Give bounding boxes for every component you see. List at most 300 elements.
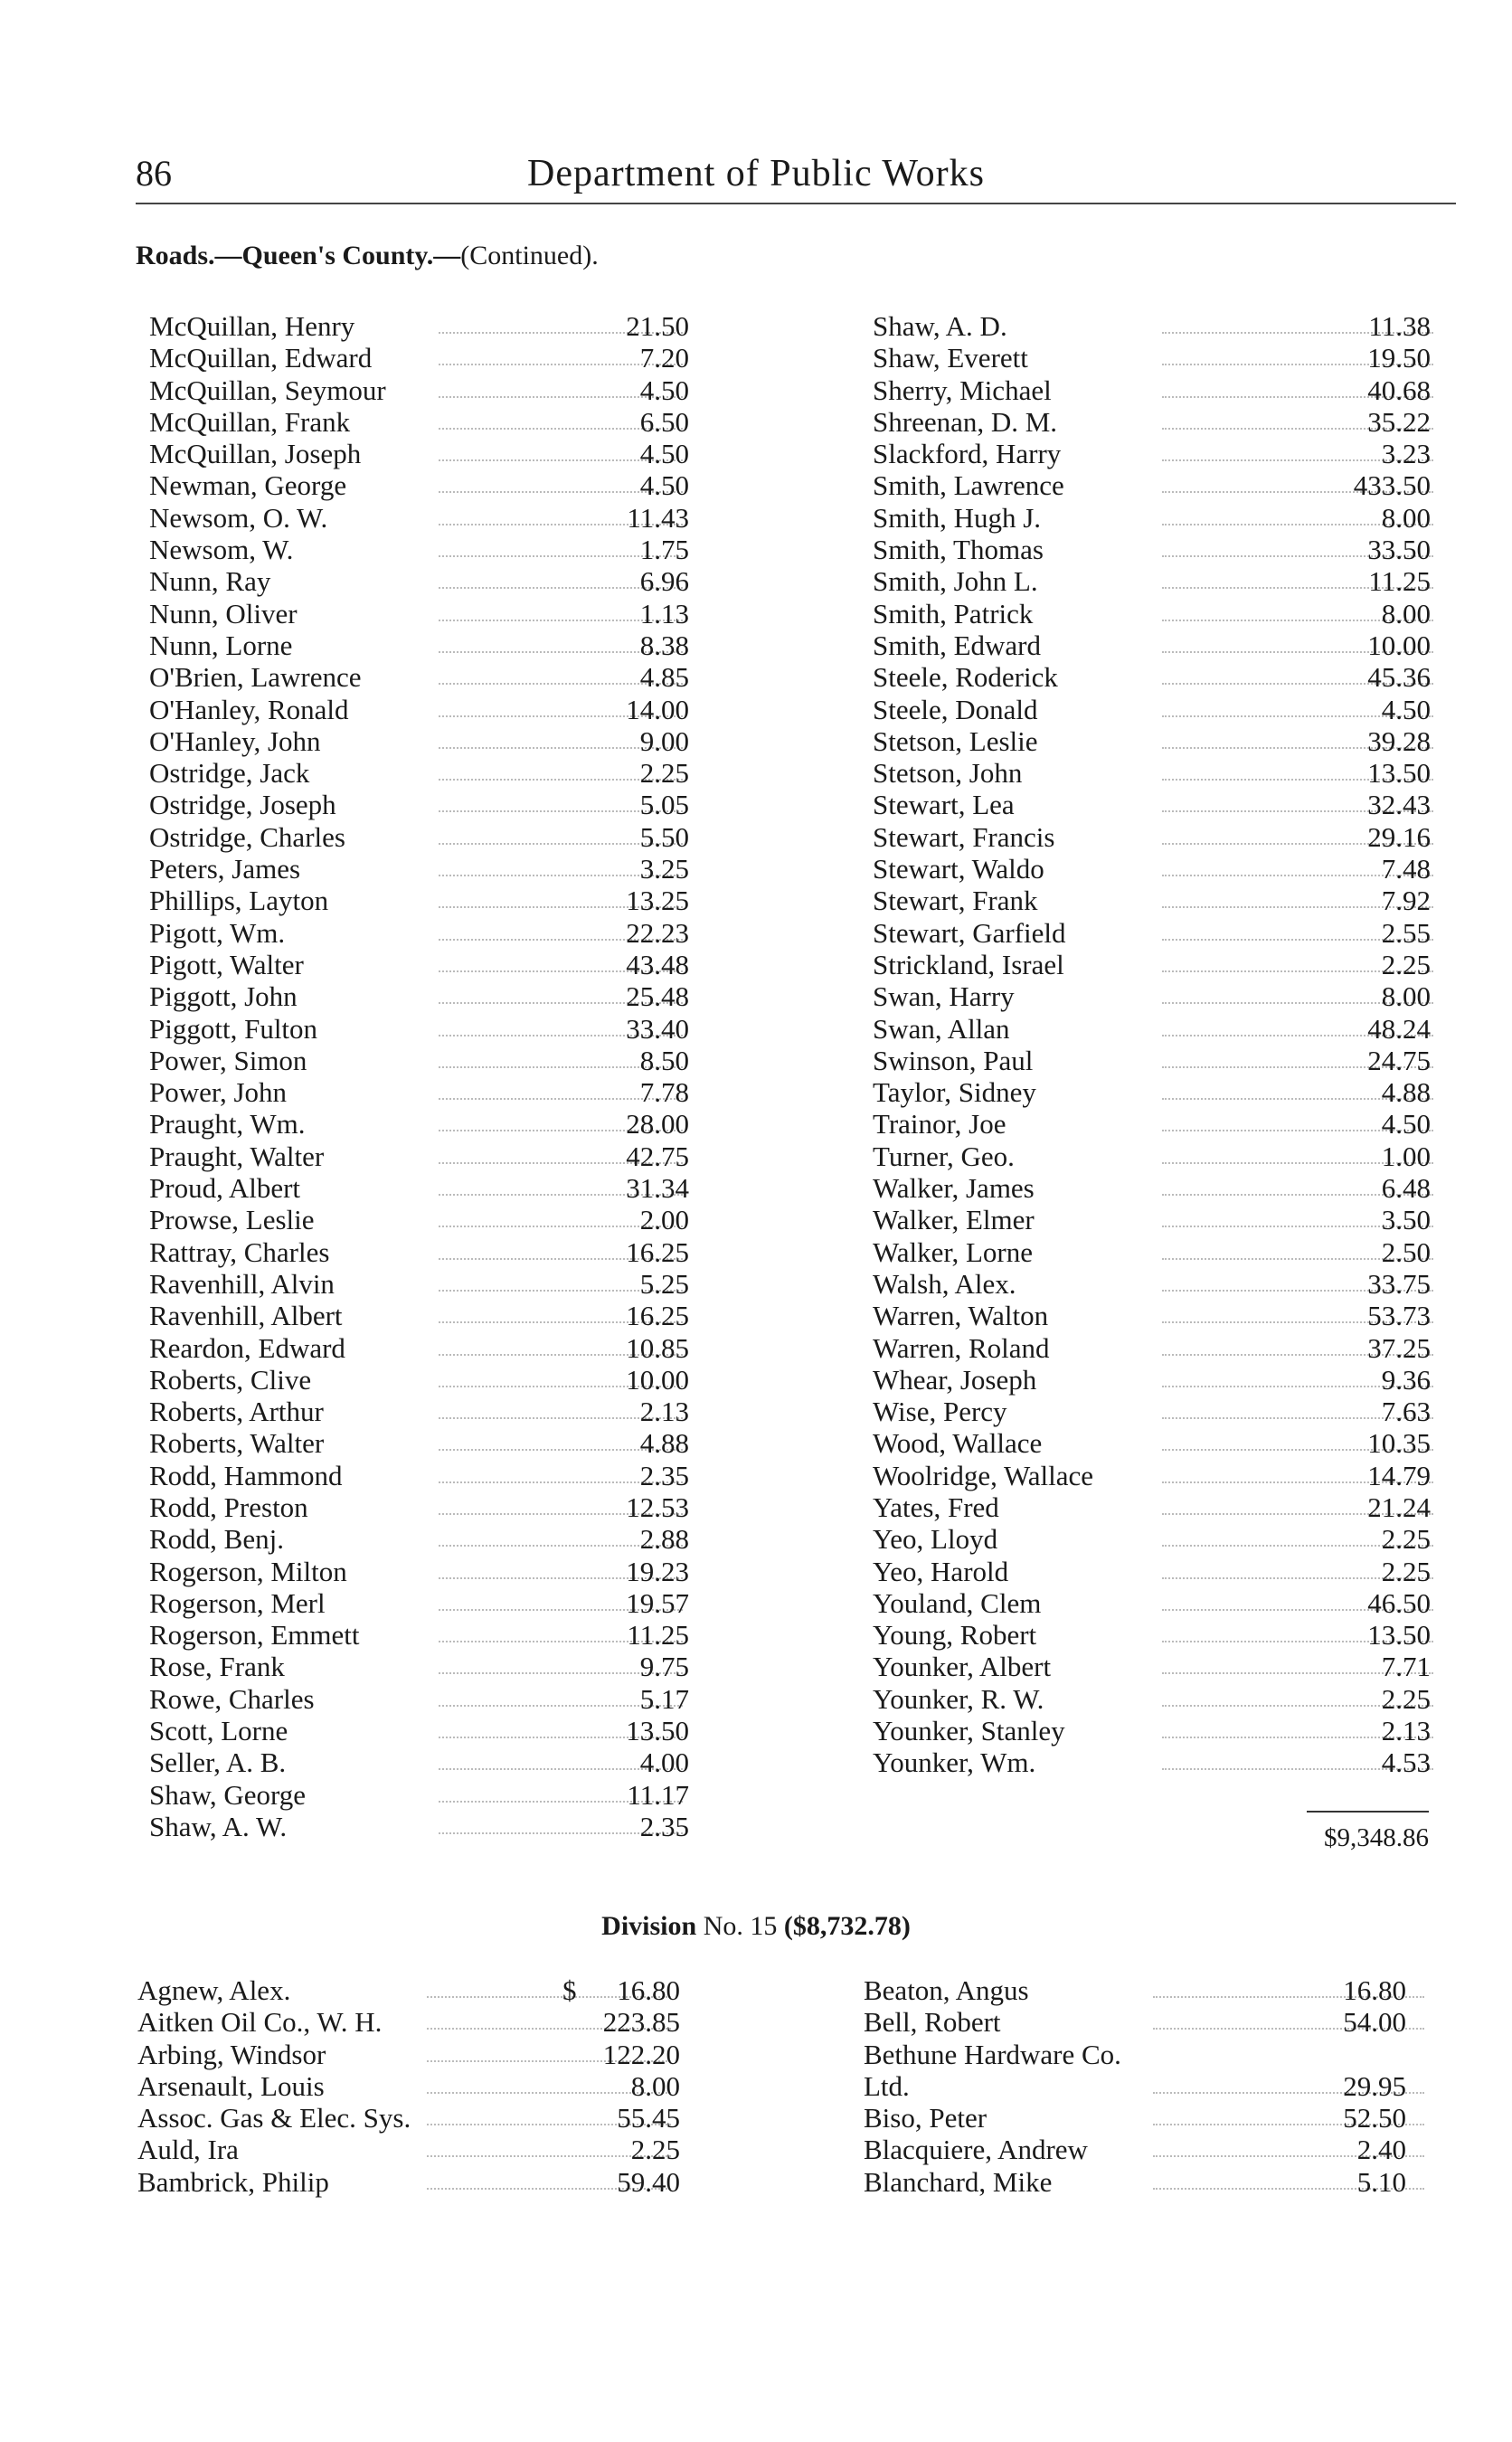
list-item bbox=[149, 438, 689, 469]
amount: 8.00 bbox=[1381, 980, 1431, 1013]
amount: 4.00 bbox=[639, 1746, 689, 1779]
amount: 13.50 bbox=[1367, 757, 1431, 790]
list-item bbox=[873, 1556, 1431, 1587]
payee-name: Pigott, Walter bbox=[149, 948, 304, 980]
list-item bbox=[873, 725, 1431, 757]
amount: 7.92 bbox=[1381, 885, 1431, 917]
list-item bbox=[864, 1974, 1406, 2006]
list-item bbox=[137, 2006, 680, 2038]
payee-name: Blacquiere, Andrew bbox=[864, 2134, 1088, 2166]
amount: 5.05 bbox=[639, 789, 689, 821]
list-item bbox=[149, 1427, 689, 1459]
amount: 223.85 bbox=[602, 2006, 680, 2039]
amount: 2.25 bbox=[1381, 1682, 1431, 1715]
payee-name: Bell, Robert bbox=[864, 2006, 1001, 2039]
payee-name: Roberts, Walter bbox=[149, 1427, 325, 1460]
amount: 2.25 bbox=[1381, 948, 1431, 980]
list-item bbox=[149, 469, 689, 501]
list-item bbox=[873, 1683, 1431, 1715]
list-item bbox=[873, 1523, 1431, 1555]
payee-name: Wise, Percy bbox=[873, 1396, 1007, 1428]
list-item bbox=[149, 1076, 689, 1108]
list-item bbox=[137, 2102, 680, 2134]
amount: 24.75 bbox=[1367, 1044, 1431, 1076]
payee-name: Proud, Albert bbox=[149, 1172, 301, 1205]
amount: 52.50 bbox=[1343, 2102, 1406, 2134]
list-item bbox=[873, 565, 1431, 597]
list-item bbox=[149, 1523, 689, 1555]
payee-name: Praught, Wm. bbox=[149, 1108, 306, 1141]
list-item bbox=[149, 1172, 689, 1204]
payee-name: McQuillan, Edward bbox=[149, 342, 373, 374]
payee-name: Whear, Joseph bbox=[873, 1363, 1037, 1396]
list-item bbox=[873, 310, 1431, 342]
payee-name: Bambrick, Philip bbox=[137, 2165, 329, 2198]
payee-name: Younker, Albert bbox=[873, 1651, 1052, 1683]
list-item bbox=[873, 1204, 1431, 1235]
payee-name: Stewart, Garfield bbox=[873, 916, 1066, 949]
payee-name: Steele, Roderick bbox=[873, 661, 1058, 694]
list-item bbox=[149, 1587, 689, 1619]
amount: 28.00 bbox=[626, 1108, 689, 1141]
amount: 2.25 bbox=[1381, 1555, 1431, 1587]
list-item bbox=[873, 629, 1431, 661]
amount: 33.75 bbox=[1367, 1267, 1431, 1300]
dollar-sign: $ bbox=[562, 1974, 577, 2006]
list-item bbox=[864, 2134, 1406, 2165]
payee-name: Roberts, Arthur bbox=[149, 1396, 324, 1428]
amount: 31.34 bbox=[626, 1172, 689, 1205]
list-item bbox=[149, 1396, 689, 1427]
list-item bbox=[149, 374, 689, 406]
amount: 2.25 bbox=[639, 757, 689, 790]
amount: 3.23 bbox=[1381, 438, 1431, 470]
amount: 55.45 bbox=[617, 2102, 680, 2134]
list-item bbox=[149, 725, 689, 757]
payee-name: Nunn, Oliver bbox=[149, 597, 298, 629]
amount: 4.88 bbox=[639, 1427, 689, 1460]
payee-name: Young, Robert bbox=[873, 1619, 1037, 1652]
payee-name: Walker, Elmer bbox=[873, 1204, 1035, 1236]
amount: 33.40 bbox=[626, 1012, 689, 1045]
amount: 33.50 bbox=[1367, 534, 1431, 566]
amount: 9.36 bbox=[1381, 1363, 1431, 1396]
amount: 2.50 bbox=[1381, 1235, 1431, 1268]
payee-name: Smith, John L. bbox=[873, 565, 1038, 598]
payee-name: Rose, Frank bbox=[149, 1651, 285, 1683]
payee-name: Power, John bbox=[149, 1076, 288, 1109]
list-item bbox=[873, 342, 1431, 374]
list-item bbox=[149, 342, 689, 374]
payee-name: Rodd, Preston bbox=[149, 1491, 308, 1523]
list-item bbox=[873, 1172, 1431, 1204]
amount: 3.50 bbox=[1381, 1204, 1431, 1236]
amount: 2.55 bbox=[1381, 916, 1431, 949]
list-item bbox=[873, 789, 1431, 820]
amount: 54.00 bbox=[1343, 2006, 1406, 2039]
amount: 6.50 bbox=[639, 405, 689, 438]
payee-name: Rogerson, Merl bbox=[149, 1586, 326, 1619]
payee-name: Power, Simon bbox=[149, 1044, 307, 1076]
payee-name: Arsenault, Louis bbox=[137, 2069, 325, 2102]
payee-name: Swan, Allan bbox=[873, 1012, 1010, 1045]
payee-name: Warren, Walton bbox=[873, 1300, 1049, 1332]
list-item bbox=[149, 310, 689, 342]
list-item bbox=[873, 980, 1431, 1012]
list-item bbox=[873, 1715, 1431, 1746]
amount: 19.57 bbox=[626, 1586, 689, 1619]
amount: 11.43 bbox=[627, 501, 689, 534]
amount: 122.20 bbox=[602, 2038, 680, 2070]
division-amount: ($8,732.78) bbox=[783, 1911, 911, 1941]
payee-name: Shaw, George bbox=[149, 1778, 307, 1811]
list-item bbox=[149, 1045, 689, 1076]
amount: 59.40 bbox=[617, 2165, 680, 2198]
amount: 19.50 bbox=[1367, 342, 1431, 374]
list-item bbox=[873, 1427, 1431, 1459]
payee-name: Phillips, Layton bbox=[149, 885, 329, 917]
amount: 16.25 bbox=[626, 1235, 689, 1268]
payee-name: Biso, Peter bbox=[864, 2102, 988, 2134]
payee-name: O'Hanley, Ronald bbox=[149, 693, 349, 725]
list-item bbox=[873, 1364, 1431, 1396]
payee-name: Piggott, Fulton bbox=[149, 1012, 318, 1045]
list-item bbox=[873, 949, 1431, 980]
payee-name: Woolridge, Wallace bbox=[873, 1459, 1094, 1491]
list-item bbox=[149, 1141, 689, 1172]
list-item bbox=[873, 1108, 1431, 1140]
list-item bbox=[149, 661, 689, 693]
payee-name: McQuillan, Seymour bbox=[149, 374, 386, 406]
amount: 21.50 bbox=[626, 310, 689, 342]
payee-name: Slackford, Harry bbox=[873, 438, 1062, 470]
payee-name: Younker, Stanley bbox=[873, 1715, 1065, 1747]
payee-name: Roberts, Clive bbox=[149, 1363, 312, 1396]
payee-name: Younker, Wm. bbox=[873, 1746, 1036, 1779]
list-item bbox=[873, 1619, 1431, 1651]
list-item bbox=[873, 534, 1431, 565]
right-column bbox=[873, 310, 1431, 1779]
page-number: 86 bbox=[136, 153, 172, 194]
section-title bbox=[136, 241, 599, 271]
payee-name-continued: Ltd. bbox=[864, 2069, 910, 2102]
amount: 7.20 bbox=[639, 342, 689, 374]
payee-name: Rogerson, Emmett bbox=[149, 1619, 360, 1652]
amount: 10.85 bbox=[626, 1331, 689, 1364]
list-item bbox=[873, 1587, 1431, 1619]
amount: 13.25 bbox=[626, 885, 689, 917]
amount: 2.35 bbox=[639, 1810, 689, 1842]
payee-name: Smith, Lawrence bbox=[873, 469, 1064, 502]
list-item bbox=[149, 885, 689, 916]
amount: 16.80 bbox=[617, 1974, 680, 2006]
amount: 5.25 bbox=[639, 1267, 689, 1300]
list-item bbox=[149, 1683, 689, 1715]
payee-name: Shaw, A. D. bbox=[873, 310, 1007, 342]
payee-name: Prowse, Leslie bbox=[149, 1204, 315, 1236]
list-item bbox=[873, 374, 1431, 406]
list-item bbox=[149, 1236, 689, 1268]
amount: 1.75 bbox=[639, 534, 689, 566]
list-item bbox=[149, 1364, 689, 1396]
amount: 35.22 bbox=[1367, 405, 1431, 438]
amount: 8.50 bbox=[639, 1044, 689, 1076]
amount: 42.75 bbox=[626, 1140, 689, 1172]
list-item bbox=[864, 2166, 1406, 2198]
list-item bbox=[149, 853, 689, 885]
list-item bbox=[137, 2039, 680, 2070]
list-item bbox=[873, 853, 1431, 885]
list-item bbox=[149, 917, 689, 949]
list-item bbox=[873, 1076, 1431, 1108]
amount: 25.48 bbox=[626, 980, 689, 1013]
list-item bbox=[137, 2166, 680, 2198]
amount: 3.25 bbox=[639, 853, 689, 885]
amount: 4.50 bbox=[1381, 1108, 1431, 1141]
amount: 48.24 bbox=[1367, 1012, 1431, 1045]
list-item bbox=[149, 629, 689, 661]
page-title: Department of Public Works bbox=[527, 153, 985, 194]
payee-name: Rowe, Charles bbox=[149, 1682, 315, 1715]
list-item bbox=[149, 1491, 689, 1523]
amount: 53.73 bbox=[1367, 1300, 1431, 1332]
payee-name: Rattray, Charles bbox=[149, 1235, 330, 1268]
payee-name: Auld, Ira bbox=[137, 2134, 239, 2166]
list-item bbox=[873, 885, 1431, 916]
amount: 6.48 bbox=[1381, 1172, 1431, 1205]
list-item bbox=[873, 917, 1431, 949]
list-item bbox=[149, 1013, 689, 1045]
payee-name: O'Brien, Lawrence bbox=[149, 661, 362, 694]
list-item bbox=[149, 1779, 689, 1811]
payee-name: Reardon, Edward bbox=[149, 1331, 345, 1364]
list-item bbox=[149, 1300, 689, 1331]
payee-name: Rodd, Hammond bbox=[149, 1459, 343, 1491]
list-item bbox=[149, 534, 689, 565]
payee-name: O'Hanley, John bbox=[149, 724, 321, 757]
amount: 4.50 bbox=[639, 469, 689, 502]
payee-name: Ravenhill, Alvin bbox=[149, 1267, 335, 1300]
list-item bbox=[149, 1651, 689, 1682]
amount: 6.96 bbox=[639, 565, 689, 598]
payee-name: Younker, R. W. bbox=[873, 1682, 1044, 1715]
payee-name: Agnew, Alex. bbox=[137, 1974, 291, 2006]
payee-name: Pigott, Wm. bbox=[149, 916, 286, 949]
amount: 40.68 bbox=[1367, 374, 1431, 406]
amount: 5.50 bbox=[639, 820, 689, 853]
payee-name: Wood, Wallace bbox=[873, 1427, 1043, 1460]
amount: 46.50 bbox=[1367, 1586, 1431, 1619]
list-item bbox=[149, 1108, 689, 1140]
amount: 13.50 bbox=[626, 1715, 689, 1747]
list-item bbox=[873, 1332, 1431, 1364]
amount: 39.28 bbox=[1367, 724, 1431, 757]
amount: 11.17 bbox=[627, 1778, 689, 1811]
list-item bbox=[873, 1396, 1431, 1427]
list-item bbox=[137, 2070, 680, 2102]
payee-name: Taylor, Sidney bbox=[873, 1076, 1036, 1109]
amount: 2.00 bbox=[639, 1204, 689, 1236]
amount: 16.25 bbox=[626, 1300, 689, 1332]
payee-name: Ostridge, Jack bbox=[149, 757, 310, 790]
amount: 4.53 bbox=[1381, 1746, 1431, 1779]
amount: 5.17 bbox=[639, 1682, 689, 1715]
list-item bbox=[149, 757, 689, 789]
payee-name: Ostridge, Joseph bbox=[149, 789, 336, 821]
list-item bbox=[149, 980, 689, 1012]
payee-name: Steele, Donald bbox=[873, 693, 1038, 725]
list-item bbox=[873, 438, 1431, 469]
amount: 14.79 bbox=[1367, 1459, 1431, 1491]
payee-name: Youland, Clem bbox=[873, 1586, 1042, 1619]
payee-name: Newsom, O. W. bbox=[149, 501, 328, 534]
amount: 9.00 bbox=[639, 724, 689, 757]
payee-name: Stetson, Leslie bbox=[873, 724, 1038, 757]
payee-name: Shaw, A. W. bbox=[149, 1810, 288, 1842]
payee-name: Smith, Thomas bbox=[873, 534, 1044, 566]
amount: 4.50 bbox=[639, 438, 689, 470]
payee-name: Piggott, John bbox=[149, 980, 298, 1013]
amount: 8.38 bbox=[639, 629, 689, 661]
amount: 11.38 bbox=[1368, 310, 1431, 342]
payee-name: Swinson, Paul bbox=[873, 1044, 1034, 1076]
payee-name: McQuillan, Joseph bbox=[149, 438, 362, 470]
payee-name: Ravenhill, Albert bbox=[149, 1300, 343, 1332]
list-item bbox=[149, 694, 689, 725]
amount: 8.00 bbox=[1381, 501, 1431, 534]
list-item bbox=[873, 694, 1431, 725]
list-item bbox=[149, 1746, 689, 1778]
payee-name: Blanchard, Mike bbox=[864, 2165, 1053, 2198]
section-total: $9,348.86 bbox=[1324, 1823, 1429, 1852]
payee-name: Stewart, Frank bbox=[873, 885, 1038, 917]
payee-name: Yeo, Harold bbox=[873, 1555, 1009, 1587]
division-title: Division bbox=[601, 1911, 697, 1941]
amount: 12.53 bbox=[626, 1491, 689, 1523]
amount: 11.25 bbox=[1368, 565, 1431, 598]
payee-name: Smith, Patrick bbox=[873, 597, 1034, 629]
payee-name: Newman, George bbox=[149, 469, 347, 502]
list-item bbox=[864, 2102, 1406, 2134]
list-item bbox=[149, 1715, 689, 1746]
list-item bbox=[873, 1491, 1431, 1523]
list-item bbox=[873, 821, 1431, 853]
amount: 14.00 bbox=[626, 693, 689, 725]
list-item bbox=[149, 1556, 689, 1587]
payee-name: Walker, James bbox=[873, 1172, 1035, 1205]
payee-name: Warren, Roland bbox=[873, 1331, 1050, 1364]
amount: 2.13 bbox=[1381, 1715, 1431, 1747]
amount: 10.35 bbox=[1367, 1427, 1431, 1460]
list-item bbox=[137, 2134, 680, 2165]
payee-name: Stewart, Waldo bbox=[873, 853, 1044, 885]
payee-name: Ostridge, Charles bbox=[149, 820, 345, 853]
payee-name: Shreenan, D. M. bbox=[873, 405, 1058, 438]
amount: 45.36 bbox=[1367, 661, 1431, 694]
list-item bbox=[149, 1332, 689, 1364]
list-item bbox=[873, 1651, 1431, 1682]
amount: 5.10 bbox=[1356, 2165, 1406, 2198]
list-item bbox=[149, 1811, 689, 1842]
list-item bbox=[873, 1013, 1431, 1045]
amount: 1.13 bbox=[639, 597, 689, 629]
list-item bbox=[149, 949, 689, 980]
list-item bbox=[873, 757, 1431, 789]
division-left-column bbox=[137, 1974, 680, 2198]
amount: 2.25 bbox=[1381, 1523, 1431, 1556]
amount: 2.40 bbox=[1356, 2134, 1406, 2166]
payee-name: Smith, Hugh J. bbox=[873, 501, 1042, 534]
amount: 7.71 bbox=[1381, 1651, 1431, 1683]
section-continued: (Continued). bbox=[460, 241, 599, 270]
list-item bbox=[137, 1974, 680, 2006]
amount: 7.78 bbox=[639, 1076, 689, 1109]
payee-name: Turner, Geo. bbox=[873, 1140, 1015, 1172]
list-item bbox=[873, 502, 1431, 534]
amount: 2.35 bbox=[639, 1459, 689, 1491]
payee-name: Stetson, John bbox=[873, 757, 1023, 790]
amount: 32.43 bbox=[1367, 789, 1431, 821]
payee-name: Rodd, Benj. bbox=[149, 1523, 284, 1556]
amount: 4.85 bbox=[639, 661, 689, 694]
list-item bbox=[873, 1045, 1431, 1076]
payee-name: Scott, Lorne bbox=[149, 1715, 288, 1747]
amount: 2.13 bbox=[639, 1396, 689, 1428]
list-item bbox=[149, 406, 689, 438]
list-item bbox=[873, 1268, 1431, 1300]
payee-name: Yeo, Lloyd bbox=[873, 1523, 998, 1556]
payee-name: Walker, Lorne bbox=[873, 1235, 1034, 1268]
amount: 43.48 bbox=[626, 948, 689, 980]
list-item bbox=[873, 1460, 1431, 1491]
amount: 1.00 bbox=[1381, 1140, 1431, 1172]
payee-name: Yates, Fred bbox=[873, 1491, 999, 1523]
payee-name: Trainor, Joe bbox=[873, 1108, 1006, 1141]
division-number: No. 15 bbox=[703, 1911, 778, 1941]
amount: 7.48 bbox=[1381, 853, 1431, 885]
division-right-column bbox=[864, 1974, 1406, 2198]
payee-name: Peters, James bbox=[149, 853, 301, 885]
payee-name: Sherry, Michael bbox=[873, 374, 1052, 406]
payee-name: Praught, Walter bbox=[149, 1140, 325, 1172]
payee-name: Assoc. Gas & Elec. Sys. bbox=[137, 2102, 411, 2134]
amount: 10.00 bbox=[1367, 629, 1431, 661]
list-item bbox=[873, 1746, 1431, 1778]
amount: 22.23 bbox=[626, 916, 689, 949]
amount: 2.88 bbox=[639, 1523, 689, 1556]
list-item bbox=[873, 1300, 1431, 1331]
payee-name: Shaw, Everett bbox=[873, 342, 1028, 374]
amount: 8.00 bbox=[630, 2069, 680, 2102]
amount: 21.24 bbox=[1367, 1491, 1431, 1523]
list-item bbox=[149, 1268, 689, 1300]
amount: 16.80 bbox=[1343, 1974, 1406, 2006]
amount: 10.00 bbox=[626, 1363, 689, 1396]
payee-name: McQuillan, Henry bbox=[149, 310, 355, 342]
payee-name: Smith, Edward bbox=[873, 629, 1041, 661]
total-rule bbox=[1307, 1811, 1429, 1813]
list-item bbox=[149, 565, 689, 597]
list-item bbox=[149, 598, 689, 629]
payee-name: Walsh, Alex. bbox=[873, 1267, 1016, 1300]
list-item bbox=[149, 789, 689, 820]
amount: 2.25 bbox=[630, 2134, 680, 2166]
amount: 19.23 bbox=[626, 1555, 689, 1587]
amount: 8.00 bbox=[1381, 597, 1431, 629]
payee-name: Nunn, Ray bbox=[149, 565, 271, 598]
amount: 7.63 bbox=[1381, 1396, 1431, 1428]
list-item bbox=[149, 1204, 689, 1235]
